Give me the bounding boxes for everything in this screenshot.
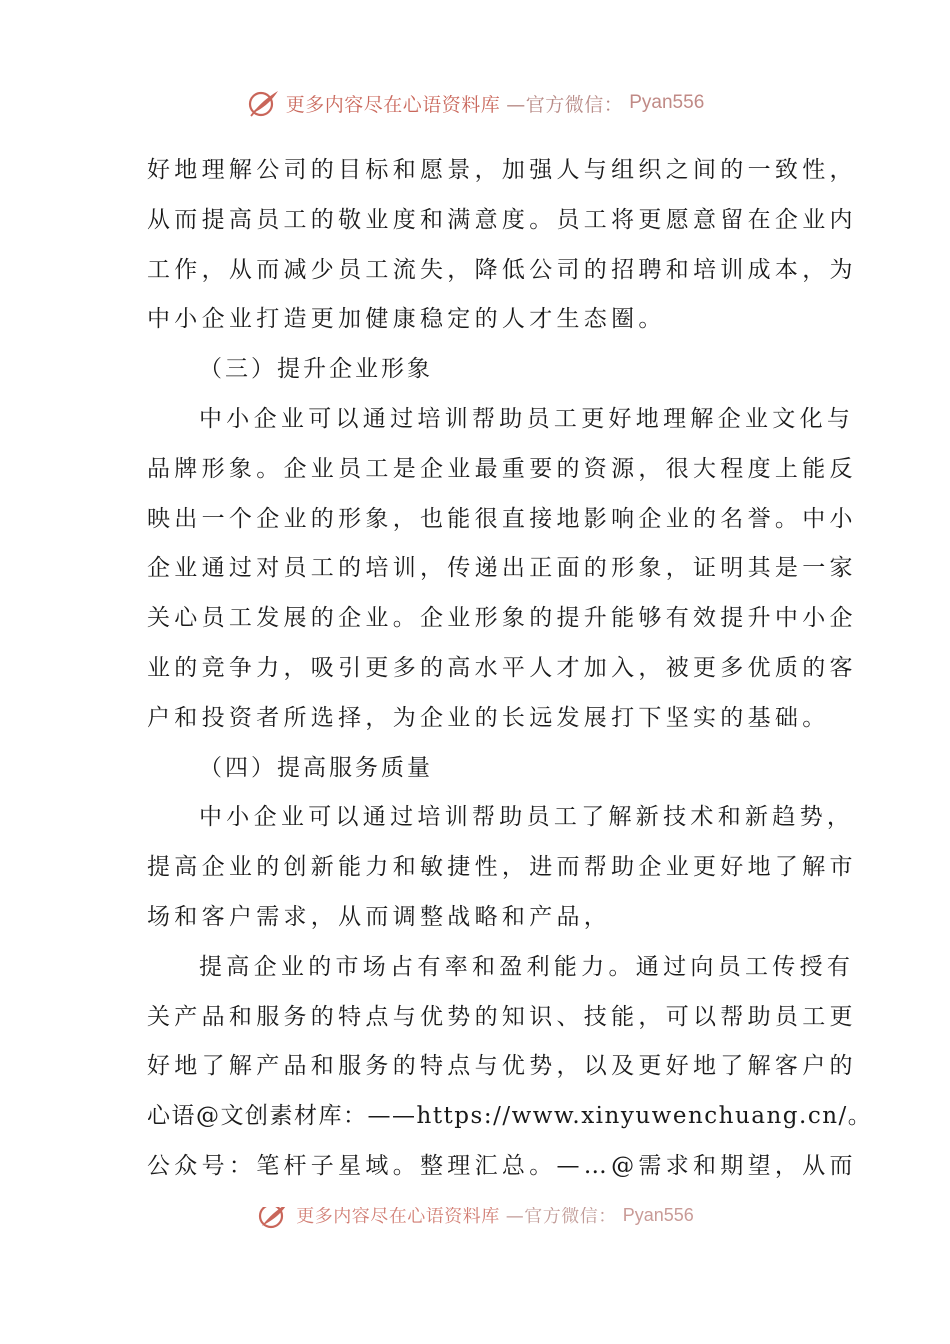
text-line: 从而提高员工的敬业度和满意度。员工将更愿意留在企业内 — [147, 206, 857, 233]
text-line: 好地了解产品和服务的特点与优势，以及更好地了解客户的 — [147, 1053, 857, 1080]
text-line: 户和投资者所选择，为企业的长远发展打下坚实的基础。 — [147, 704, 830, 731]
watermark-text: 更多内容尽在心语资料库 — [296, 1207, 500, 1227]
text-line: 公众号：笔杆子星域。整理汇总。—…@需求和期望，从而 — [147, 1152, 857, 1179]
watermark-subtext: —官方微信： — [506, 93, 624, 116]
watermark-account: Pyan556 — [622, 1207, 694, 1225]
text-line: 中小企业可以通过培训帮助员工更好地理解企业文化与 — [199, 405, 855, 432]
watermark-banner-bottom — [0, 1207, 950, 1239]
text-line: 关心员工发展的企业。企业形象的提升能够有效提升中小企 — [147, 605, 857, 632]
source-url-line: 心语@文创素材库：——https://www.xinyuwenchuang.cn/。 — [147, 1103, 873, 1130]
text-line: 提高企业的市场占有率和盈利能力。通过向员工传授有 — [199, 953, 855, 980]
text-line: 工作，从而减少员工流失，降低公司的招聘和培训成本，为 — [147, 256, 857, 283]
text-line: 好地理解公司的目标和愿景，加强人与组织之间的一致性， — [147, 157, 857, 183]
text-line: 场和客户需求，从而调整战略和产品， — [147, 903, 612, 930]
text-line: 关产品和服务的特点与优势的知识、技能，可以帮助员工更 — [147, 1003, 857, 1030]
watermark-text: 更多内容尽在心语资料库 — [285, 93, 501, 116]
text-line: 中小企业可以通过培训帮助员工了解新技术和新趋势， — [199, 804, 855, 831]
section-heading: （三）提升企业形象 — [199, 356, 433, 383]
document-body — [147, 146, 873, 1192]
text-line: 映出一个企业的形象，也能很直接地影响企业的名誉。中小 — [147, 505, 857, 532]
text-line: 企业通过对员工的培训，传递出正面的形象，证明其是一家 — [147, 555, 857, 582]
section-heading: （四）提高服务质量 — [199, 754, 433, 781]
watermark-subtext: —官方微信： — [505, 1207, 617, 1227]
watermark-account: Pyan556 — [629, 92, 705, 113]
text-line: 提高企业的创新能力和敏捷性，进而帮助企业更好地了解市 — [147, 854, 857, 881]
text-line: 中小企业打造更加健康稳定的人才生态圈。 — [147, 306, 666, 333]
text-line: 业的竞争力，吸引更多的高水平人才加入，被更多优质的客 — [147, 654, 857, 681]
text-line: 品牌形象。企业员工是企业最重要的资源，很大程度上能反 — [147, 455, 857, 482]
quill-logo-icon — [256, 1207, 290, 1230]
watermark-banner-top — [0, 86, 950, 120]
quill-logo-icon — [246, 88, 280, 118]
